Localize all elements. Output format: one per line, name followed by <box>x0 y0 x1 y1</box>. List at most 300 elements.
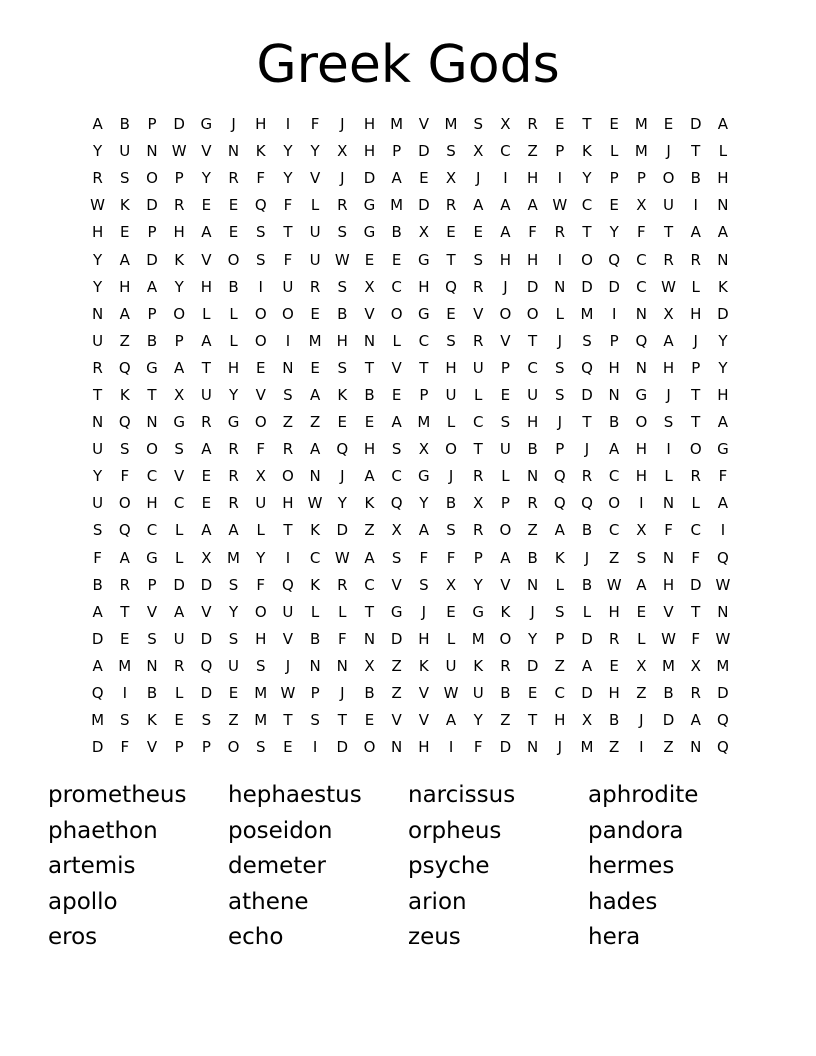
grid-letter: S <box>446 331 456 350</box>
grid-letter: S <box>446 521 456 540</box>
grid-letter: U <box>663 196 675 215</box>
grid-letter: G <box>717 440 729 459</box>
grid-letter: E <box>228 196 239 215</box>
grid-letter: R <box>445 196 457 215</box>
grid-letter: R <box>309 277 321 296</box>
grid-letter: F <box>283 250 293 269</box>
grid-letter: A <box>690 223 701 242</box>
grid-letter: M <box>227 548 240 567</box>
grid-letter: A <box>418 521 429 540</box>
grid-letter: S <box>663 413 674 432</box>
grid-letter: Y <box>337 494 347 513</box>
grid-letter: F <box>446 548 456 567</box>
grid-letter: T <box>364 358 375 377</box>
grid-letter: H <box>119 277 131 296</box>
grid-letter: R <box>92 358 103 377</box>
grid-letter: T <box>582 413 592 432</box>
grid-letter: C <box>472 413 484 432</box>
grid-letter: V <box>255 385 266 404</box>
grid-letter: M <box>308 331 322 350</box>
grid-letter: G <box>635 385 648 404</box>
grid-letter: T <box>147 385 157 404</box>
grid-letter: O <box>282 304 294 323</box>
grid-letter: N <box>146 142 158 161</box>
grid-letter: C <box>608 467 620 486</box>
grid-letter: R <box>690 250 701 269</box>
grid-letter: O <box>499 521 512 540</box>
grid-letter: U <box>282 602 294 621</box>
grid-row <box>84 599 737 626</box>
grid-letter: L <box>637 629 646 648</box>
grid-letter: I <box>285 548 291 567</box>
grid-letter: V <box>418 115 429 134</box>
grid-letter: C <box>364 575 375 594</box>
grid-letter: N <box>526 738 539 757</box>
grid-letter: Y <box>174 277 184 296</box>
grid-letter: K <box>337 385 348 404</box>
grid-letter: X <box>364 656 375 675</box>
grid-letter: X <box>445 575 457 594</box>
grid-letter: A <box>309 385 321 404</box>
grid-letter: H <box>662 358 675 377</box>
grid-letter: D <box>91 738 104 757</box>
word-list <box>48 778 788 956</box>
grid-letter: M <box>254 711 268 730</box>
grid-letter: S <box>255 656 266 675</box>
grid-letter: S <box>255 250 266 269</box>
grid-letter: B <box>337 304 348 323</box>
grid-letter: X <box>418 223 429 242</box>
grid-letter: H <box>526 169 539 188</box>
grid-letter: G <box>363 196 376 215</box>
grid-letter: U <box>309 250 321 269</box>
grid-letter: D <box>173 115 185 134</box>
grid-letter: J <box>584 548 590 567</box>
grid-letter: X <box>201 548 212 567</box>
grid-letter: D <box>581 629 593 648</box>
grid-letter: G <box>227 413 240 432</box>
grid-letter: R <box>473 521 484 540</box>
grid-letter: R <box>608 629 620 648</box>
grid-letter: T <box>582 223 592 242</box>
grid-letter: N <box>363 629 376 648</box>
grid-letter: E <box>419 169 429 188</box>
word-list-item: artemis <box>48 853 136 879</box>
grid-letter: J <box>340 467 345 486</box>
grid-letter: U <box>472 358 484 377</box>
word-list-item: psyche <box>408 853 490 879</box>
grid-letter: T <box>283 711 293 730</box>
grid-letter: L <box>310 196 320 215</box>
grid-letter: Z <box>663 738 674 757</box>
grid-letter: P <box>174 738 184 757</box>
grid-letter: A <box>228 521 239 540</box>
grid-letter: A <box>717 413 729 432</box>
grid-letter: E <box>446 223 456 242</box>
grid-letter: I <box>720 521 726 540</box>
grid-letter: T <box>691 602 701 621</box>
grid-letter: S <box>473 250 483 269</box>
grid-letter: I <box>666 440 671 459</box>
grid-letter: J <box>693 331 698 350</box>
grid-letter: W <box>307 494 323 513</box>
grid-letter: A <box>201 331 212 350</box>
grid-letter: O <box>254 304 267 323</box>
grid-letter: O <box>499 304 512 323</box>
grid-letter: P <box>555 440 565 459</box>
grid-letter: R <box>500 656 511 675</box>
grid-letter: L <box>174 521 184 540</box>
grid-letter: F <box>310 115 320 134</box>
grid-letter: F <box>93 548 102 567</box>
grid-letter: X <box>636 196 647 215</box>
word-list-item: zeus <box>408 924 461 950</box>
grid-letter: U <box>255 494 267 513</box>
grid-letter: W <box>334 548 350 567</box>
grid-letter: U <box>173 629 185 648</box>
grid-letter: A <box>391 413 402 432</box>
grid-row <box>84 328 737 355</box>
grid-letter: A <box>391 169 402 188</box>
grid-letter: L <box>202 304 211 323</box>
grid-letter: M <box>662 656 675 675</box>
grid-letter: Z <box>636 684 647 703</box>
grid-letter: D <box>418 196 430 215</box>
grid-letter: Y <box>473 711 483 730</box>
grid-letter: A <box>445 711 457 730</box>
grid-letter: N <box>363 331 376 350</box>
grid-letter: Y <box>283 142 293 161</box>
grid-letter: G <box>363 223 376 242</box>
grid-letter: J <box>476 169 481 188</box>
grid-letter: P <box>147 115 157 134</box>
grid-letter: W <box>715 575 731 594</box>
grid-letter: B <box>663 684 674 703</box>
grid-letter: V <box>309 169 321 188</box>
grid-letter: P <box>392 142 402 161</box>
grid-letter: F <box>256 169 266 188</box>
grid-letter: O <box>254 331 267 350</box>
grid-letter: T <box>528 711 538 730</box>
grid-letter: T <box>528 331 538 350</box>
grid-row <box>84 138 737 165</box>
grid-letter: G <box>418 304 430 323</box>
grid-letter: D <box>689 575 702 594</box>
grid-letter: V <box>391 711 402 730</box>
grid-letter: M <box>417 413 431 432</box>
grid-letter: Q <box>118 358 131 377</box>
grid-letter: V <box>418 684 429 703</box>
grid-letter: Z <box>391 684 402 703</box>
grid-letter: E <box>120 629 130 648</box>
grid-letter: O <box>526 304 539 323</box>
grid-letter: L <box>338 602 347 621</box>
grid-letter: P <box>201 738 211 757</box>
grid-row <box>84 680 737 707</box>
grid-letter: C <box>146 467 158 486</box>
grid-letter: H <box>526 413 539 432</box>
grid-letter: Y <box>473 575 483 594</box>
grid-letter: T <box>337 711 347 730</box>
grid-letter: E <box>391 385 402 404</box>
grid-letter: C <box>527 358 538 377</box>
grid-letter: B <box>581 575 593 594</box>
grid-letter: I <box>503 169 508 188</box>
grid-letter: E <box>663 115 674 134</box>
grid-letter: D <box>581 684 593 703</box>
grid-letter: H <box>173 223 185 242</box>
grid-letter: H <box>635 467 647 486</box>
grid-letter: P <box>419 385 429 404</box>
grid-letter: J <box>340 169 345 188</box>
grid-letter: S <box>446 142 456 161</box>
grid-letter: H <box>255 629 267 648</box>
grid-letter: K <box>582 142 592 161</box>
grid-letter: K <box>717 277 728 296</box>
grid-letter: S <box>255 738 266 757</box>
grid-letter: I <box>557 250 562 269</box>
grid-letter: U <box>309 223 321 242</box>
grid-letter: V <box>282 629 294 648</box>
grid-letter: S <box>555 385 565 404</box>
grid-letter: X <box>364 277 375 296</box>
grid-letter: N <box>635 358 647 377</box>
grid-letter: H <box>418 738 430 757</box>
grid-letter: N <box>554 277 566 296</box>
grid-letter: H <box>499 250 512 269</box>
grid-letter: S <box>283 385 293 404</box>
grid-letter: A <box>581 656 593 675</box>
grid-letter: L <box>582 602 592 621</box>
grid-letter: N <box>146 413 158 432</box>
grid-letter: R <box>663 250 674 269</box>
grid-letter: E <box>228 684 239 703</box>
grid-letter: O <box>173 304 186 323</box>
grid-letter: B <box>609 413 620 432</box>
grid-letter: I <box>611 304 617 323</box>
grid-letter: J <box>557 331 562 350</box>
grid-letter: X <box>500 115 511 134</box>
grid-letter: V <box>663 602 674 621</box>
grid-letter: L <box>555 304 564 323</box>
grid-letter: B <box>364 684 375 703</box>
grid-letter: D <box>146 250 158 269</box>
grid-letter: A <box>309 440 321 459</box>
grid-letter: I <box>639 494 644 513</box>
grid-letter: A <box>717 223 729 242</box>
grid-row <box>84 707 737 734</box>
grid-letter: D <box>146 196 158 215</box>
grid-letter: W <box>661 629 676 648</box>
grid-letter: Z <box>228 711 239 730</box>
grid-letter: I <box>285 331 291 350</box>
grid-letter: O <box>227 250 240 269</box>
grid-letter: Z <box>282 413 294 432</box>
word-list-item: aphrodite <box>588 782 699 808</box>
grid-letter: J <box>557 738 562 757</box>
grid-letter: Y <box>93 467 103 486</box>
grid-letter: P <box>636 169 646 188</box>
grid-letter: H <box>717 169 729 188</box>
grid-letter: O <box>282 467 294 486</box>
grid-letter: E <box>446 304 456 323</box>
grid-letter: R <box>282 440 294 459</box>
grid-letter: R <box>337 575 348 594</box>
grid-letter: Y <box>419 494 429 513</box>
grid-letter: T <box>120 602 130 621</box>
grid-letter: C <box>608 521 620 540</box>
grid-letter: E <box>636 602 647 621</box>
grid-letter: L <box>446 413 456 432</box>
grid-letter: K <box>255 142 266 161</box>
word-list-item: hades <box>588 888 658 915</box>
grid-letter: A <box>636 575 647 594</box>
grid-letter: V <box>500 575 511 594</box>
grid-letter: E <box>364 250 375 269</box>
grid-letter: C <box>391 467 402 486</box>
grid-letter: A <box>473 196 484 215</box>
grid-letter: L <box>174 548 184 567</box>
grid-letter: R <box>473 331 484 350</box>
grid-letter: L <box>474 385 483 404</box>
grid-letter: M <box>580 738 594 757</box>
grid-letter: E <box>201 494 212 513</box>
grid-letter: P <box>500 358 510 377</box>
grid-letter: K <box>119 385 130 404</box>
grid-letter: V <box>174 467 185 486</box>
grid-letter: D <box>200 575 213 594</box>
grid-letter: N <box>662 494 675 513</box>
grid-letter: J <box>285 656 291 675</box>
grid-row <box>84 165 737 192</box>
grid-letter: H <box>690 304 702 323</box>
grid-letter: Q <box>118 413 131 432</box>
grid-letter: O <box>227 738 240 757</box>
grid-row <box>84 409 737 436</box>
grid-letter: D <box>499 738 512 757</box>
grid-letter: O <box>254 413 267 432</box>
grid-letter: R <box>201 413 212 432</box>
grid-letter: Y <box>528 629 538 648</box>
grid-letter: H <box>608 684 620 703</box>
grid-letter: J <box>503 277 508 296</box>
grid-letter: N <box>227 142 240 161</box>
grid-letter: T <box>93 385 103 404</box>
grid-letter: I <box>557 169 562 188</box>
grid-letter: E <box>120 223 130 242</box>
grid-letter: Q <box>717 548 729 567</box>
grid-letter: D <box>200 684 213 703</box>
grid-letter: U <box>92 440 104 459</box>
grid-letter: V <box>201 250 212 269</box>
grid-letter: J <box>666 142 671 161</box>
grid-letter: K <box>418 656 429 675</box>
grid-letter: A <box>554 521 565 540</box>
grid-letter: W <box>606 575 622 594</box>
grid-letter: L <box>256 521 265 540</box>
grid-letter: F <box>256 440 266 459</box>
grid-letter: T <box>663 223 674 242</box>
grid-letter: U <box>228 656 240 675</box>
grid-letter: Z <box>309 413 321 432</box>
grid-letter: K <box>364 494 375 513</box>
grid-letter: S <box>337 223 348 242</box>
grid-letter: J <box>340 115 345 134</box>
grid-letter: R <box>173 656 185 675</box>
grid-letter: M <box>634 142 648 161</box>
grid-letter: A <box>201 223 212 242</box>
word-list-item: orpheus <box>408 817 502 844</box>
grid-letter: Q <box>336 440 349 459</box>
grid-letter: X <box>663 304 674 323</box>
grid-letter: M <box>118 656 132 675</box>
grid-letter: P <box>147 575 157 594</box>
grid-letter: N <box>282 358 294 377</box>
word-list-item: demeter <box>228 853 326 879</box>
grid-letter: S <box>120 169 130 188</box>
grid-letter: J <box>340 684 345 703</box>
grid-letter: R <box>690 684 701 703</box>
grid-letter: F <box>718 467 728 486</box>
grid-letter: D <box>717 304 729 323</box>
grid-letter: L <box>174 684 184 703</box>
grid-letter: F <box>637 223 646 242</box>
grid-letter: V <box>201 142 212 161</box>
grid-letter: M <box>91 711 105 730</box>
grid-letter: P <box>691 358 701 377</box>
grid-letter: R <box>690 467 701 486</box>
grid-letter: Q <box>390 494 403 513</box>
grid-letter: P <box>555 629 565 648</box>
grid-letter: A <box>717 115 729 134</box>
grid-letter: E <box>310 304 320 323</box>
grid-letter: C <box>173 494 185 513</box>
grid-letter: H <box>608 358 620 377</box>
grid-letter: T <box>419 358 429 377</box>
grid-letter: V <box>391 358 402 377</box>
grid-row <box>84 301 737 328</box>
grid-letter: F <box>691 629 701 648</box>
grid-letter: U <box>445 656 457 675</box>
grid-letter: U <box>92 494 104 513</box>
grid-letter: S <box>473 115 483 134</box>
grid-letter: H <box>445 358 457 377</box>
grid-letter: W <box>90 196 106 215</box>
grid-letter: W <box>280 684 296 703</box>
grid-letter: B <box>527 548 538 567</box>
grid-letter: K <box>119 196 130 215</box>
grid-letter: N <box>717 196 729 215</box>
grid-letter: J <box>421 602 427 621</box>
grid-letter: U <box>527 385 539 404</box>
grid-letter: E <box>609 115 619 134</box>
grid-letter: T <box>691 413 701 432</box>
grid-letter: A <box>690 711 701 730</box>
grid-letter: E <box>609 656 619 675</box>
grid-letter: E <box>473 223 483 242</box>
grid-letter: Q <box>717 738 729 757</box>
grid-letter: B <box>228 277 239 296</box>
grid-letter: N <box>526 575 539 594</box>
grid-letter: C <box>146 521 158 540</box>
grid-letter: T <box>283 521 293 540</box>
grid-letter: D <box>390 629 403 648</box>
grid-letter: M <box>471 629 485 648</box>
grid-letter: A <box>146 277 158 296</box>
grid-letter: S <box>636 548 647 567</box>
grid-letter: R <box>337 196 348 215</box>
word-list-item: apollo <box>48 888 118 915</box>
